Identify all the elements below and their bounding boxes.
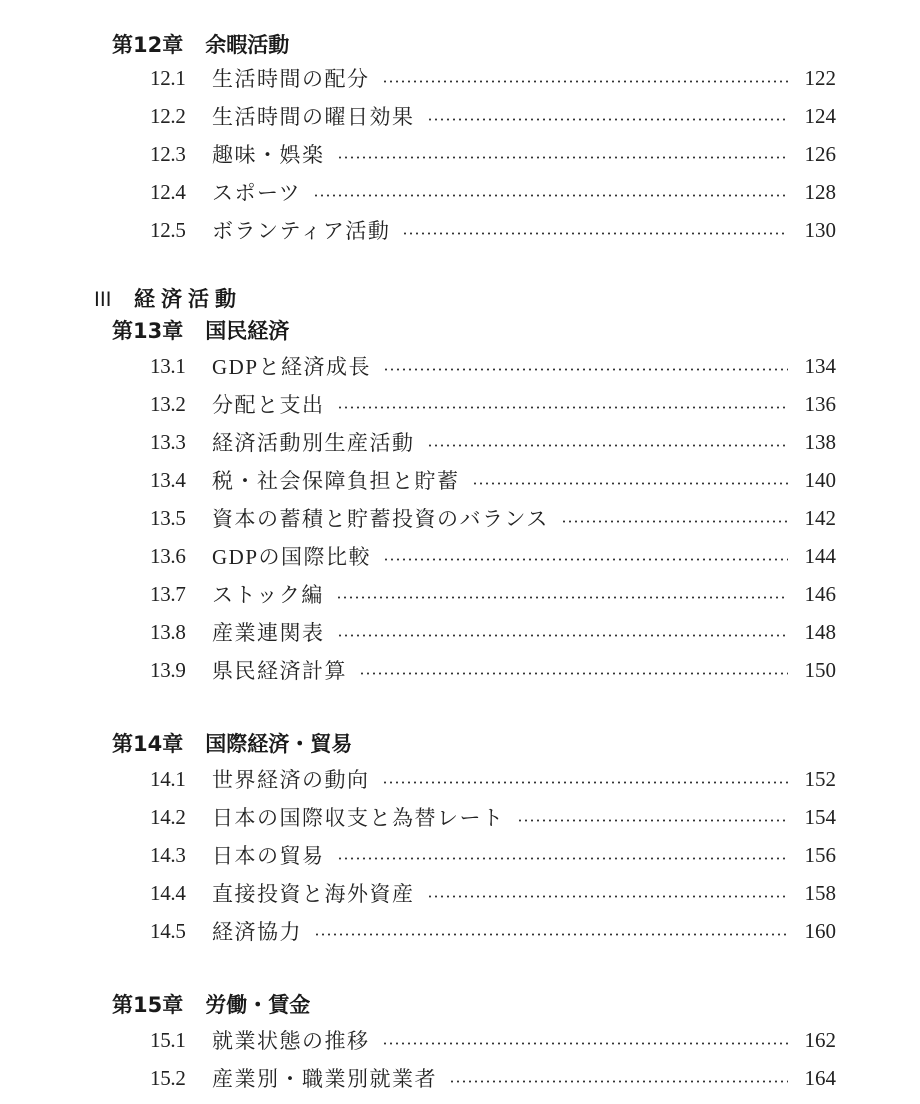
page-number: 126 bbox=[804, 141, 836, 166]
chapter-title: 労働・賃金 bbox=[205, 993, 311, 1017]
toc-entry[interactable] bbox=[150, 351, 836, 381]
toc-entry[interactable] bbox=[150, 840, 836, 870]
chapter-heading bbox=[112, 990, 310, 1020]
dot-leader bbox=[337, 156, 789, 159]
chapter-title: 余暇活動 bbox=[205, 33, 290, 57]
part-heading bbox=[94, 284, 242, 314]
toc-entry[interactable] bbox=[150, 1063, 836, 1093]
dot-leader bbox=[427, 895, 789, 898]
toc-entry[interactable] bbox=[150, 427, 836, 457]
toc-entry[interactable] bbox=[150, 878, 836, 908]
section-title: 直接投資と海外資産 bbox=[212, 882, 415, 906]
dot-leader bbox=[359, 672, 788, 675]
section-title: 税・社会保障負担と貯蓄 bbox=[212, 469, 460, 493]
section-number: 13.1 bbox=[150, 353, 186, 378]
section-number: 15.1 bbox=[150, 1027, 186, 1052]
section-title: 日本の国際収支と為替レート bbox=[212, 806, 505, 830]
chapter-heading bbox=[112, 316, 289, 346]
section-number: 13.7 bbox=[150, 581, 186, 606]
dot-leader bbox=[517, 819, 789, 822]
section-title: 資本の蓄積と貯蓄投資のバランス bbox=[212, 507, 549, 531]
page-number: 142 bbox=[804, 505, 836, 530]
section-number: 12.1 bbox=[150, 65, 186, 90]
page-number: 164 bbox=[804, 1065, 836, 1090]
page-number: 156 bbox=[804, 842, 836, 867]
page-number: 136 bbox=[804, 391, 836, 416]
page-number: 138 bbox=[804, 429, 836, 454]
dot-leader bbox=[561, 520, 788, 523]
page-number: 128 bbox=[804, 179, 836, 204]
section-title: ボランティア活動 bbox=[212, 219, 391, 243]
dot-leader bbox=[472, 482, 789, 485]
section-title: スポーツ bbox=[212, 181, 302, 205]
toc-entry[interactable] bbox=[150, 503, 836, 533]
dot-leader bbox=[382, 80, 789, 83]
toc-entry[interactable] bbox=[150, 63, 836, 93]
toc-entry[interactable] bbox=[150, 215, 836, 245]
section-title: 就業状態の推移 bbox=[212, 1029, 370, 1053]
section-number: 12.3 bbox=[150, 141, 186, 166]
dot-leader bbox=[313, 194, 788, 197]
dot-leader bbox=[337, 857, 789, 860]
chapter-number: 第15章 bbox=[112, 993, 184, 1017]
section-title: 生活時間の配分 bbox=[212, 67, 370, 91]
section-number: 14.2 bbox=[150, 804, 186, 829]
dot-leader bbox=[314, 933, 788, 936]
section-number: 13.9 bbox=[150, 657, 186, 682]
section-number: 14.3 bbox=[150, 842, 186, 867]
section-title: GDPと経済成長 bbox=[212, 355, 372, 379]
chapter-heading bbox=[112, 729, 352, 759]
toc-entry[interactable] bbox=[150, 764, 836, 794]
chapter-title: 国民経済 bbox=[205, 319, 290, 343]
page-number: 148 bbox=[804, 619, 836, 644]
page-number: 134 bbox=[804, 353, 836, 378]
dot-leader bbox=[336, 596, 788, 599]
section-number: 13.5 bbox=[150, 505, 186, 530]
dot-leader bbox=[427, 444, 789, 447]
chapter-number: 第12章 bbox=[112, 33, 184, 57]
section-title: 経済活動別生産活動 bbox=[212, 431, 415, 455]
toc-entry[interactable] bbox=[150, 802, 836, 832]
dot-leader bbox=[337, 634, 789, 637]
chapter-number: 第14章 bbox=[112, 732, 184, 756]
toc-entry[interactable] bbox=[150, 617, 836, 647]
chapter-number: 第13章 bbox=[112, 319, 184, 343]
dot-leader bbox=[449, 1080, 788, 1083]
page-number: 130 bbox=[804, 217, 836, 242]
toc-entry[interactable] bbox=[150, 655, 836, 685]
page-number: 122 bbox=[804, 65, 836, 90]
page-number: 144 bbox=[804, 543, 836, 568]
section-title: 経済協力 bbox=[212, 920, 302, 944]
section-title: 日本の貿易 bbox=[212, 844, 325, 868]
dot-leader bbox=[382, 1042, 789, 1045]
section-number: 12.4 bbox=[150, 179, 186, 204]
section-number: 12.2 bbox=[150, 103, 186, 128]
chapter-title: 国際経済・貿易 bbox=[205, 732, 353, 756]
section-number: 12.5 bbox=[150, 217, 186, 242]
section-title: GDPの国際比較 bbox=[212, 545, 372, 569]
toc-entry[interactable] bbox=[150, 1025, 836, 1055]
page-number: 158 bbox=[804, 880, 836, 905]
section-title: 産業別・職業別就業者 bbox=[212, 1067, 437, 1091]
part-title: 経済活動 bbox=[134, 287, 242, 311]
toc-entry[interactable] bbox=[150, 579, 836, 609]
section-title: 生活時間の曜日効果 bbox=[212, 105, 415, 129]
dot-leader bbox=[402, 232, 788, 235]
toc-entry[interactable] bbox=[150, 541, 836, 571]
dot-leader bbox=[337, 406, 789, 409]
section-number: 13.8 bbox=[150, 619, 186, 644]
dot-leader bbox=[383, 368, 788, 371]
toc-entry[interactable] bbox=[150, 465, 836, 495]
dot-leader bbox=[383, 558, 788, 561]
page-number: 150 bbox=[804, 657, 836, 682]
dot-leader bbox=[427, 118, 789, 121]
page-number: 152 bbox=[804, 766, 836, 791]
toc-entry[interactable] bbox=[150, 389, 836, 419]
section-number: 13.4 bbox=[150, 467, 186, 492]
toc-entry[interactable] bbox=[150, 101, 836, 131]
page-number: 154 bbox=[804, 804, 836, 829]
section-number: 14.4 bbox=[150, 880, 186, 905]
section-title: 産業連関表 bbox=[212, 621, 325, 645]
section-title: ストック編 bbox=[212, 583, 324, 607]
section-number: 14.5 bbox=[150, 918, 186, 943]
section-number: 13.6 bbox=[150, 543, 186, 568]
section-number: 14.1 bbox=[150, 766, 186, 791]
section-number: 15.2 bbox=[150, 1065, 186, 1090]
section-number: 13.2 bbox=[150, 391, 186, 416]
page-number: 140 bbox=[804, 467, 836, 492]
section-title: 趣味・娯楽 bbox=[212, 143, 325, 167]
toc-entry[interactable] bbox=[150, 916, 836, 946]
page-number: 124 bbox=[804, 103, 836, 128]
part-number: III bbox=[94, 288, 112, 311]
dot-leader bbox=[382, 781, 789, 784]
toc-entry[interactable] bbox=[150, 177, 836, 207]
section-title: 分配と支出 bbox=[212, 393, 325, 417]
chapter-heading bbox=[112, 30, 289, 60]
page-number: 160 bbox=[804, 918, 836, 943]
page-number: 146 bbox=[804, 581, 836, 606]
section-title: 世界経済の動向 bbox=[212, 768, 370, 792]
toc-entry[interactable] bbox=[150, 139, 836, 169]
section-title: 県民経済計算 bbox=[212, 659, 347, 683]
page-number: 162 bbox=[804, 1027, 836, 1052]
section-number: 13.3 bbox=[150, 429, 186, 454]
